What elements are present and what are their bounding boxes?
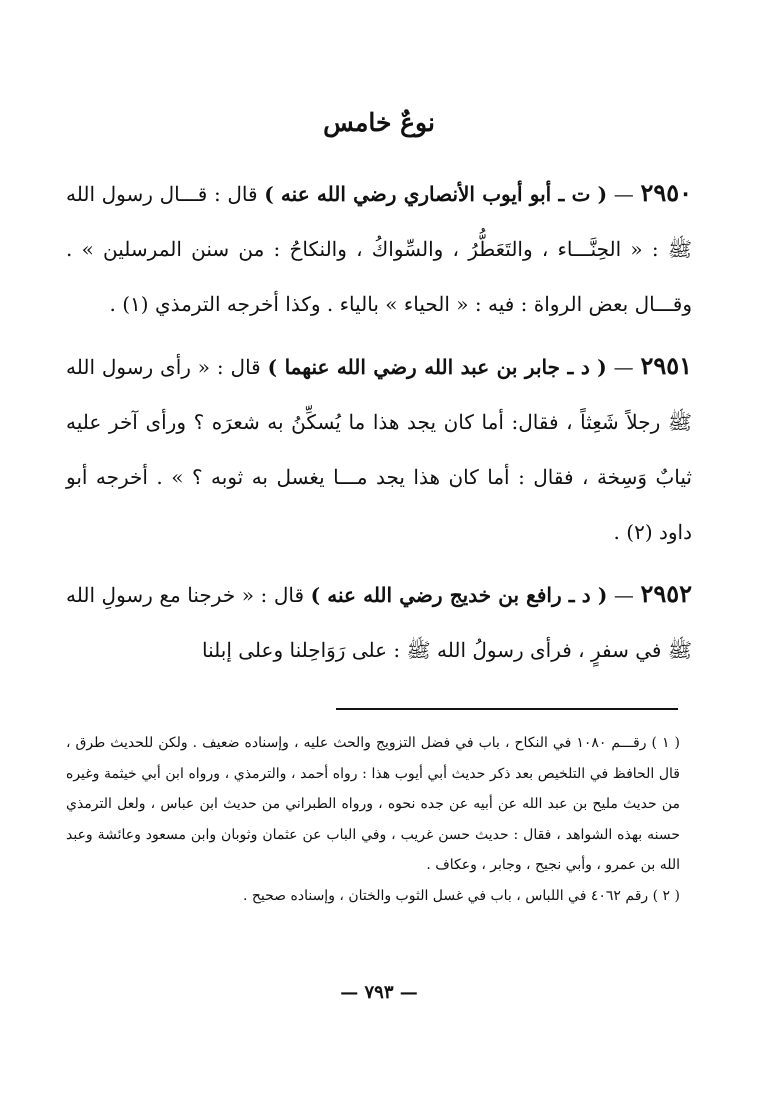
footnote-1: ( ١ ) رقـــم ١٠٨٠ في النكاح ، باب في فضل التزويج والحث عليه ، وإسناده ضعيف . ولكن للحديث طرق ، قال الحافظ في التلخيص بعد ذكر حديث أبي أيوب هذا : رواه أحمد ، والترمذي ، ورواه ابن أبي خيثمة وغيره من حديث مليح بن عبد الله عن أبيه عن جده نحوه ، ورواه الطبراني من حديث ابن عباس ، ولعل الترمذي حسنه بهذه الشواهد ، فقال : حديث حسن غريب ، وفي الباب عن عثمان وثوبان وابن مسعود وعائشة وعبد الله بن عمرو ، وأبي نجيح ، وجابر ، وعكاف . [66, 735, 680, 873]
page-number: — ٧٩٣ — [340, 982, 418, 1003]
hadith-number: ٢٩٥٢ [640, 579, 693, 608]
footnote-2: ( ٢ ) رقم ٤٠٦٢ في اللباس ، باب في غسل الثوب والختان ، وإسناده صحيح . [242, 887, 680, 904]
hadith-body [66, 165, 692, 684]
hadith-source: ( د ـ رافع بن خديج رضي الله عنه ) [310, 583, 608, 607]
hadith-text: قال : « خرجنا مع رسولِ الله ﷺ في سفرٍ ، فرأى رسولُ الله ﷺ : على رَوَاحِلنا وعلى إبلنا [66, 583, 692, 662]
hadith-source: ( د ـ جابر بن عبد الله رضي الله عنهما ) [267, 355, 607, 379]
footnotes [66, 728, 680, 911]
hadith-2950: ٢٩٥٠ — ( ت ـ أبو أيوب الأنصاري رضي الله عنه ) قال : قـــال رسول الله ﷺ : « الحِنَّـــاء ، والتَعَطُّرُ ، والسِّواكُ ، والنكاحُ : من سنن المرسلين » . وقـــال بعض الرواة : فيه : « الحياء » بالياء . وكذا أخرجه الترمذي (١) . [66, 178, 693, 316]
hadith-number: ٢٩٥١ [640, 351, 693, 380]
hadith-number: ٢٩٥٠ [640, 178, 693, 207]
hadith-source: ( ت ـ أبو أيوب الأنصاري رضي الله عنه ) [264, 182, 608, 206]
hadith-text: قال : « رأى رسول الله ﷺ رجلاً شَعِثاً ، فقال: أما كان يجد هذا ما يُسكِّنُ به شعرَه ؟ ورأى آخر عليه ثيابٌ وَسِخة ، فقال : أما كان هذا يجد مـــا يغسل به ثوبه ؟ » . أخرجه أبو داود (٢) . [66, 355, 693, 544]
section-heading: نوعٌ خامس [323, 108, 435, 137]
footnote-divider [336, 708, 678, 710]
hadith-text: قال : قـــال رسول الله ﷺ : « الحِنَّـــاء ، والتَعَطُّرُ ، والسِّواكُ ، والنكاحُ : من سنن المرسلين » . وقـــال بعض الرواة : فيه : « الحياء » بالياء . وكذا أخرجه الترمذي (١) . [66, 182, 692, 316]
hadith-2952: ٢٩٥٢ — ( د ـ رافع بن خديج رضي الله عنه ) قال : « خرجنا مع رسولِ الله ﷺ في سفرٍ ، فرأى رسولُ الله ﷺ : على رَوَاحِلنا وعلى إبلنا [66, 579, 693, 662]
hadith-2951: ٢٩٥١ — ( د ـ جابر بن عبد الله رضي الله عنهما ) قال : « رأى رسول الله ﷺ رجلاً شَعِثاً ، فقال: أما كان يجد هذا ما يُسكِّنُ به شعرَه ؟ ورأى آخر عليه ثيابٌ وَسِخة ، فقال : أما كان هذا يجد مـــا يغسل به ثوبه ؟ » . أخرجه أبو داود (٢) . [66, 351, 693, 544]
